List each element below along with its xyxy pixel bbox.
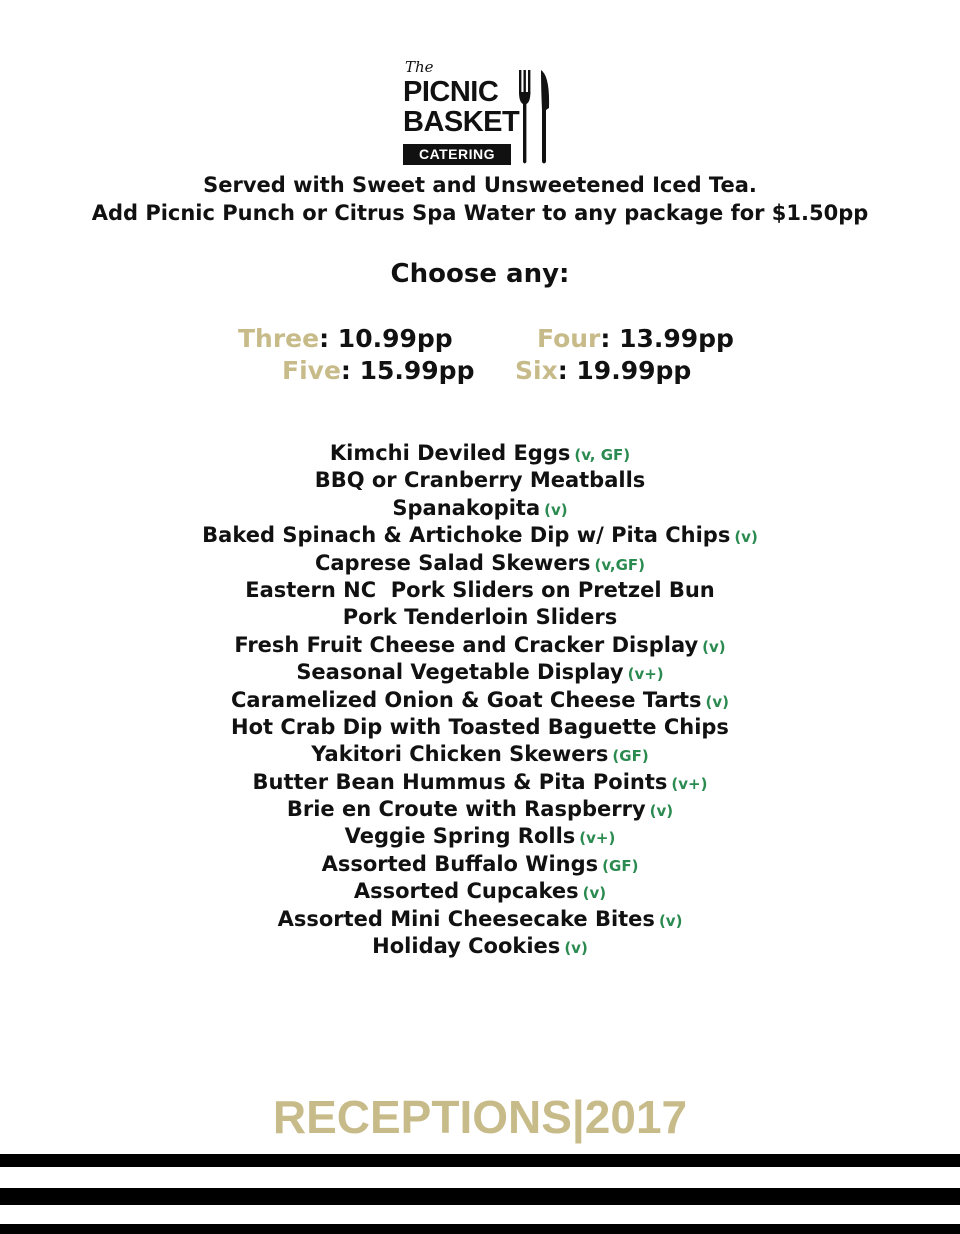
tier-price: : 19.99pp <box>557 356 692 385</box>
tier-label: Three <box>238 324 320 353</box>
price-four <box>537 324 734 353</box>
menu-item <box>0 687 960 714</box>
tier-price: : 13.99pp <box>600 324 734 353</box>
menu-item <box>0 796 960 823</box>
dietary-tag: (v+) <box>671 774 708 793</box>
menu-list <box>0 440 960 960</box>
menu-item <box>0 467 960 494</box>
footer-stripe <box>0 1154 960 1167</box>
menu-item <box>0 577 960 604</box>
dietary-tag: (v) <box>734 528 758 547</box>
menu-item-name: Assorted Buffalo Wings <box>321 851 599 876</box>
tier-label: Six <box>515 356 558 385</box>
tier-price: : 10.99pp <box>319 324 453 353</box>
choose-any-heading: Choose any: <box>390 259 570 289</box>
tier-label: Four <box>537 324 601 353</box>
menu-item <box>0 823 960 850</box>
footer-stripe <box>0 1188 960 1205</box>
menu-item <box>0 906 960 933</box>
menu-item <box>0 741 960 768</box>
menu-item <box>0 659 960 686</box>
fork-and-knife-icon <box>517 68 553 166</box>
menu-item-name: Eastern NC Pork Sliders on Pretzel Bun <box>245 577 715 602</box>
receptions-2017-title: RECEPTIONS|2017 <box>272 1091 688 1143</box>
dietary-tag: (v) <box>649 802 674 821</box>
menu-item <box>0 522 960 549</box>
dietary-tag: (GF) <box>602 856 639 875</box>
menu-item-name: Seasonal Vegetable Display <box>296 660 624 685</box>
tier-label: Five <box>282 356 341 385</box>
menu-item-name: Kimchi Deviled Eggs <box>329 441 571 465</box>
menu-item-name: Spanakopita <box>392 495 541 520</box>
intro-addon-line: Add Picnic Punch or Citrus Spa Water to any package for $1.50pp <box>91 201 869 225</box>
dietary-tag: (v+) <box>627 665 664 684</box>
footer-stripe <box>0 1224 960 1234</box>
menu-item-name: BBQ or Cranberry Meatballs <box>314 468 646 493</box>
menu-item-name: Fresh Fruit Cheese and Cracker Display <box>234 632 699 657</box>
menu-item-name: Assorted Mini Cheesecake Bites <box>277 906 655 931</box>
menu-item <box>0 632 960 659</box>
menu-item-name: Holiday Cookies <box>372 934 561 959</box>
price-three <box>238 324 453 353</box>
menu-item <box>0 933 960 960</box>
menu-item <box>0 604 960 631</box>
dietary-tag: (GF) <box>612 747 649 766</box>
price-five <box>282 356 474 385</box>
dietary-tag: (v) <box>658 911 683 930</box>
menu-item-name: Baked Spinach & Artichoke Dip w/ Pita Chips <box>202 523 731 548</box>
dietary-tag: (v,GF) <box>594 555 646 574</box>
menu-item-name: Assorted Cupcakes <box>353 879 579 904</box>
menu-item-name: Hot Crab Dip with Toasted Baguette Chips <box>231 714 729 739</box>
menu-item-name: Pork Tenderloin Sliders <box>342 605 618 630</box>
dietary-tag: (v) <box>582 884 607 903</box>
menu-item-name: Caramelized Onion & Goat Cheese Tarts <box>230 687 702 712</box>
dietary-tag: (v, GF) <box>574 446 631 464</box>
intro-tea-line: Served with Sweet and Unsweetened Iced Tea. <box>203 173 757 197</box>
dietary-tag: (v) <box>564 939 588 958</box>
dietary-tag: (v) <box>544 500 568 519</box>
menu-item <box>0 550 960 577</box>
menu-item <box>0 769 960 796</box>
menu-item <box>0 440 960 467</box>
menu-item <box>0 878 960 905</box>
logo-word-basket: BASKET <box>403 106 520 138</box>
tier-price: : 15.99pp <box>340 356 475 385</box>
menu-item <box>0 495 960 522</box>
menu-item <box>0 851 960 878</box>
menu-item-name: Veggie Spring Rolls <box>344 824 576 849</box>
menu-item-name: Butter Bean Hummus & Pita Points <box>252 769 668 794</box>
picnic-basket-logo <box>403 58 553 166</box>
logo-word-picnic: PICNIC <box>403 76 499 108</box>
menu-item-name: Caprese Salad Skewers <box>314 550 591 575</box>
dietary-tag: (v) <box>705 692 730 711</box>
menu-item-name: Yakitori Chicken Skewers <box>311 742 609 767</box>
menu-item <box>0 714 960 741</box>
logo-catering-badge: CATERING <box>403 144 511 165</box>
logo-the-text: The <box>405 58 434 76</box>
price-six <box>515 356 691 385</box>
dietary-tag: (v+) <box>579 829 616 848</box>
menu-item-name: Brie en Croute with Raspberry <box>286 797 646 822</box>
dietary-tag: (v) <box>702 637 726 656</box>
